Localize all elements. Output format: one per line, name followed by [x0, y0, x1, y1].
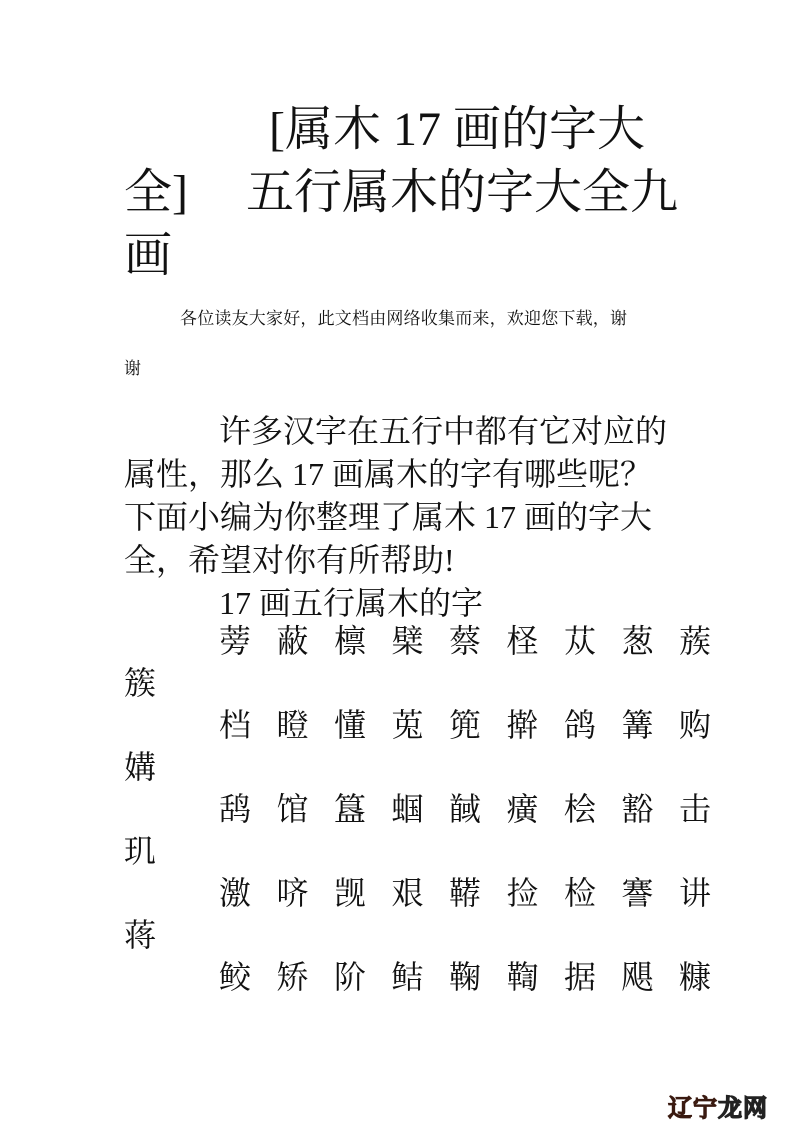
char: 豁: [621, 791, 654, 827]
char: 蔡: [449, 623, 482, 659]
char-row-5: [124, 956, 712, 1040]
title-line-2a: 全]: [124, 166, 188, 219]
intro-line-2: 谢: [124, 359, 141, 379]
char-row-main: [219, 956, 737, 999]
intro-paragraph: [124, 294, 674, 394]
char: 击: [679, 791, 712, 827]
char-row-3: [124, 788, 712, 872]
char: 柽: [506, 623, 539, 659]
char: 苁: [564, 623, 597, 659]
body-line-1: 许多汉字在五行中都有它对应的: [219, 413, 668, 449]
char: 謇: [621, 875, 654, 911]
char: 檩: [334, 623, 367, 659]
watermark-part-1: 辽宁: [668, 1094, 718, 1122]
intro-line-1: 各位读友大家好，此文档由网络收集而来，欢迎您下载，谢: [180, 309, 628, 329]
char: 鸽: [564, 707, 597, 743]
char: 馘: [449, 791, 482, 827]
watermark-logo: [668, 1088, 768, 1123]
char: 鞯: [449, 875, 482, 911]
document-title: [124, 98, 684, 287]
char: 懂: [334, 707, 367, 743]
char: 糠: [679, 959, 712, 995]
char: 桧: [564, 791, 597, 827]
char: 捡: [506, 875, 539, 911]
subheading: 17 画五行属木的字: [219, 585, 484, 621]
watermark-part-2: 龙网: [718, 1094, 768, 1122]
char-row-wrap: 簇: [124, 665, 157, 701]
char: 检: [564, 875, 597, 911]
char: 篼: [449, 707, 482, 743]
char: 据: [564, 959, 597, 995]
char-row-main: [219, 704, 737, 747]
title-line-3: 画: [124, 229, 173, 282]
char-row-wrap: 玑: [124, 833, 157, 869]
char: 蒡: [219, 623, 252, 659]
char-row-main: [219, 872, 737, 915]
char: 癀: [506, 791, 539, 827]
title-line-1: [属木 17 画的字大: [269, 103, 645, 156]
character-list: [124, 620, 712, 1040]
char: 鸹: [219, 791, 252, 827]
char: 莵: [391, 707, 424, 743]
char: 鞠: [449, 959, 482, 995]
char-row-main: [219, 788, 737, 831]
char: 档: [219, 707, 252, 743]
char: 擀: [506, 707, 539, 743]
body-line-4: 全，希望对你有所帮助!: [124, 542, 455, 578]
char: 购: [679, 707, 712, 743]
char: 艰: [391, 875, 424, 911]
body-paragraph: [124, 410, 684, 625]
char: 簋: [334, 791, 367, 827]
char: 檗: [391, 623, 424, 659]
body-line-3: 下面小编为你整理了属木 17 画的字大: [124, 499, 653, 535]
char: 馆: [276, 791, 309, 827]
char: 蔟: [679, 623, 712, 659]
char: 瞪: [276, 707, 309, 743]
char: 激: [219, 875, 252, 911]
char: 篝: [621, 707, 654, 743]
char-row-wrap: 蒋: [124, 917, 157, 953]
title-line-2: [124, 161, 684, 224]
char: 矫: [276, 959, 309, 995]
char: 讲: [679, 875, 712, 911]
char: 葱: [621, 623, 654, 659]
char-row-1: [124, 620, 712, 704]
char-row-main: [219, 620, 737, 663]
char: 鲛: [219, 959, 252, 995]
char: 鞫: [506, 959, 539, 995]
char: 蔽: [276, 623, 309, 659]
char-row-4: [124, 872, 712, 956]
title-line-2b: 五行属木的字大全九: [246, 166, 679, 219]
char-row-2: [124, 704, 712, 788]
char: 阶: [334, 959, 367, 995]
char-row-wrap: 媾: [124, 749, 157, 785]
char: 觊: [334, 875, 367, 911]
char: 飓: [621, 959, 654, 995]
char: 鲒: [391, 959, 424, 995]
body-line-2: 属性，那么 17 画属木的字有哪些呢？: [124, 456, 653, 492]
char: 哜: [276, 875, 309, 911]
char: 蝈: [391, 791, 424, 827]
